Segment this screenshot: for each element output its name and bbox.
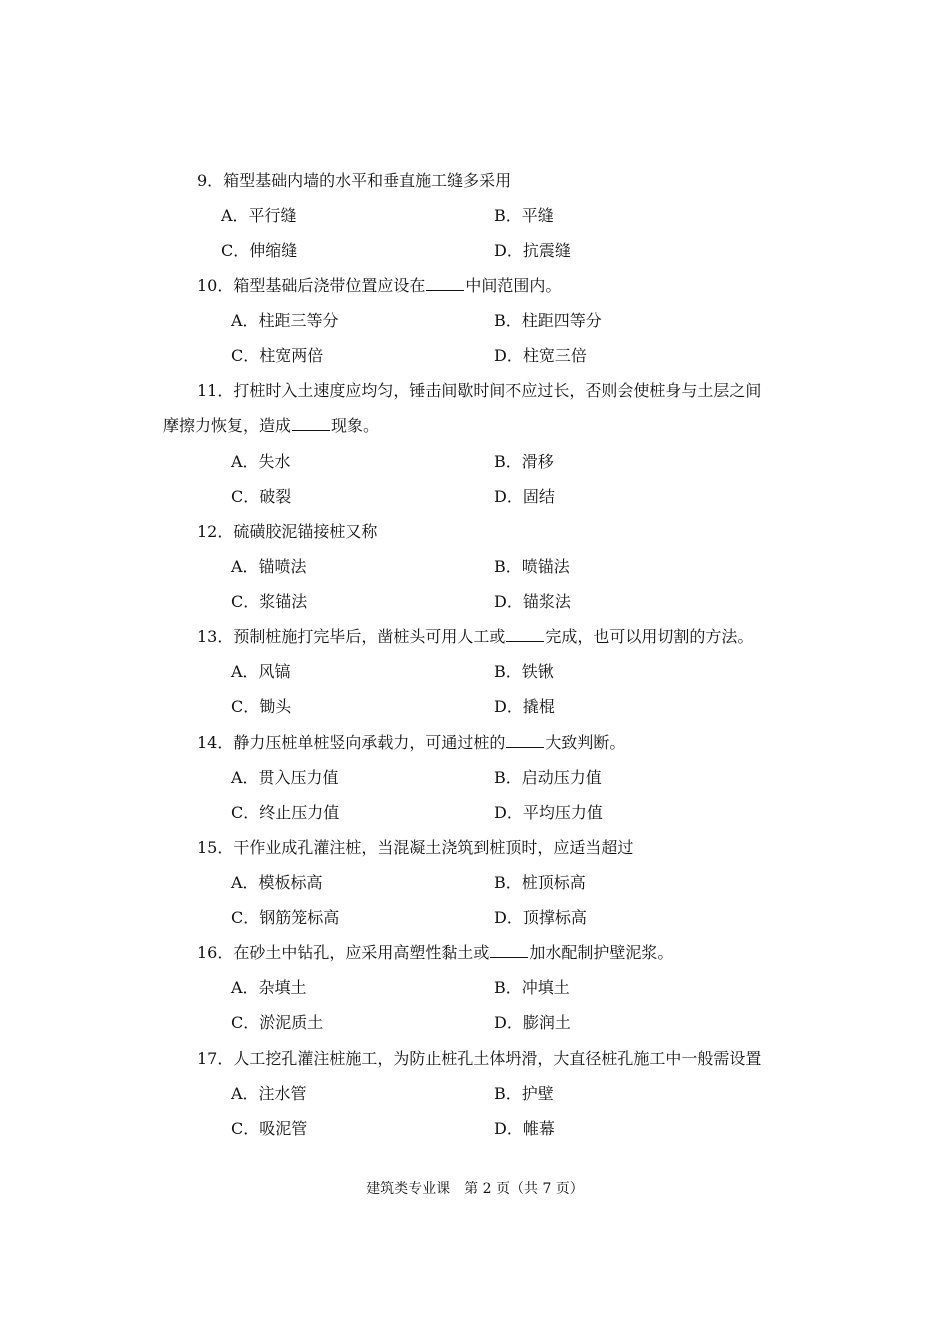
option-c: C．浆锚法 (231, 592, 308, 611)
option-b: B．冲填土 (494, 978, 570, 997)
option-b: B．喷锚法 (494, 557, 570, 576)
option-a: A．柱距三等分 (231, 311, 339, 330)
question-text: 加水配制护壁泥浆。 (529, 943, 674, 962)
question-stem (197, 522, 377, 542)
question-text: 16．在砂土中钻孔，应采用高塑性黏土或 (197, 943, 490, 962)
question-stem (197, 381, 761, 401)
option-c: C．破裂 (231, 487, 292, 506)
answer-blank (506, 733, 544, 748)
option-d: D．膨润土 (494, 1013, 571, 1032)
option-a: A．失水 (231, 452, 291, 471)
option-c: C．钢筋笼标高 (231, 908, 340, 927)
option-d: D．固结 (494, 487, 555, 506)
question-text: 大致判断。 (545, 733, 626, 752)
option-c: C．终止压力值 (231, 803, 340, 822)
question-text: 中间范围内。 (465, 276, 562, 295)
option-b: B．护壁 (494, 1084, 554, 1103)
page-footer: 建筑类专业课 第 2 页（共 7 页） (366, 1181, 584, 1197)
option-c: C．淤泥质土 (231, 1013, 324, 1032)
question-text: 10．箱型基础后浇带位置应设在 (197, 276, 426, 295)
question-stem (197, 1049, 761, 1069)
option-a: A．模板标高 (231, 873, 323, 892)
option-a: A．注水管 (231, 1084, 307, 1103)
question-stem (197, 627, 753, 647)
option-b: B．滑移 (494, 452, 554, 471)
question-stem (197, 943, 673, 963)
option-c: C．吸泥管 (231, 1119, 308, 1138)
option-d: D．撬棍 (494, 697, 555, 716)
option-d: D．平均压力值 (494, 803, 603, 822)
option-b: B．启动压力值 (494, 768, 602, 787)
question-text: 13．预制桩施打完毕后，凿桩头可用人工或 (197, 627, 506, 646)
question-text: 11．打桩时入土速度应均匀，锤击间歇时间不应过长，否则会使桩身与土层之间 (197, 381, 762, 400)
option-a: A．风镐 (231, 662, 291, 681)
question-text: 完成，也可以用切割的方法。 (545, 627, 754, 646)
option-d: D．帷幕 (494, 1119, 555, 1138)
option-c: C．伸缩缝 (221, 241, 298, 260)
option-d: D．锚浆法 (494, 592, 571, 611)
question-text: 14．静力压桩单桩竖向承载力，可通过桩的 (197, 733, 506, 752)
question-stem-continued (163, 416, 379, 436)
option-a: A．平行缝 (221, 206, 297, 225)
option-a: A．杂填土 (231, 978, 307, 997)
option-d: D．柱宽三倍 (494, 346, 587, 365)
question-text: 12．硫磺胶泥锚接桩又称 (197, 522, 378, 541)
question-text: 15．干作业成孔灌注桩，当混凝土浇筑到桩顶时，应适当超过 (197, 838, 634, 857)
option-c: C．柱宽两倍 (231, 346, 324, 365)
question-stem (197, 171, 511, 191)
question-stem (197, 733, 625, 753)
option-b: B．平缝 (494, 206, 554, 225)
question-text: 9．箱型基础内墙的水平和垂直施工缝多采用 (197, 171, 512, 190)
option-b: B．柱距四等分 (494, 311, 602, 330)
question-stem (197, 838, 633, 858)
option-d: D．顶撑标高 (494, 908, 587, 927)
question-text: 17．人工挖孔灌注桩施工，为防止桩孔土体坍滑，大直径桩孔施工中一般需设置 (197, 1049, 762, 1068)
answer-blank (490, 943, 528, 958)
option-a: A．锚喷法 (231, 557, 307, 576)
question-stem (197, 276, 561, 296)
question-text: 现象。 (331, 416, 380, 435)
answer-blank (292, 416, 330, 431)
option-a: A．贯入压力值 (231, 768, 339, 787)
option-b: B．铁锹 (494, 662, 554, 681)
answer-blank (426, 276, 464, 291)
answer-blank (506, 627, 544, 642)
question-text: 摩擦力恢复，造成 (163, 416, 292, 435)
option-c: C．锄头 (231, 697, 292, 716)
option-b: B．桩顶标高 (494, 873, 586, 892)
option-d: D．抗震缝 (494, 241, 571, 260)
